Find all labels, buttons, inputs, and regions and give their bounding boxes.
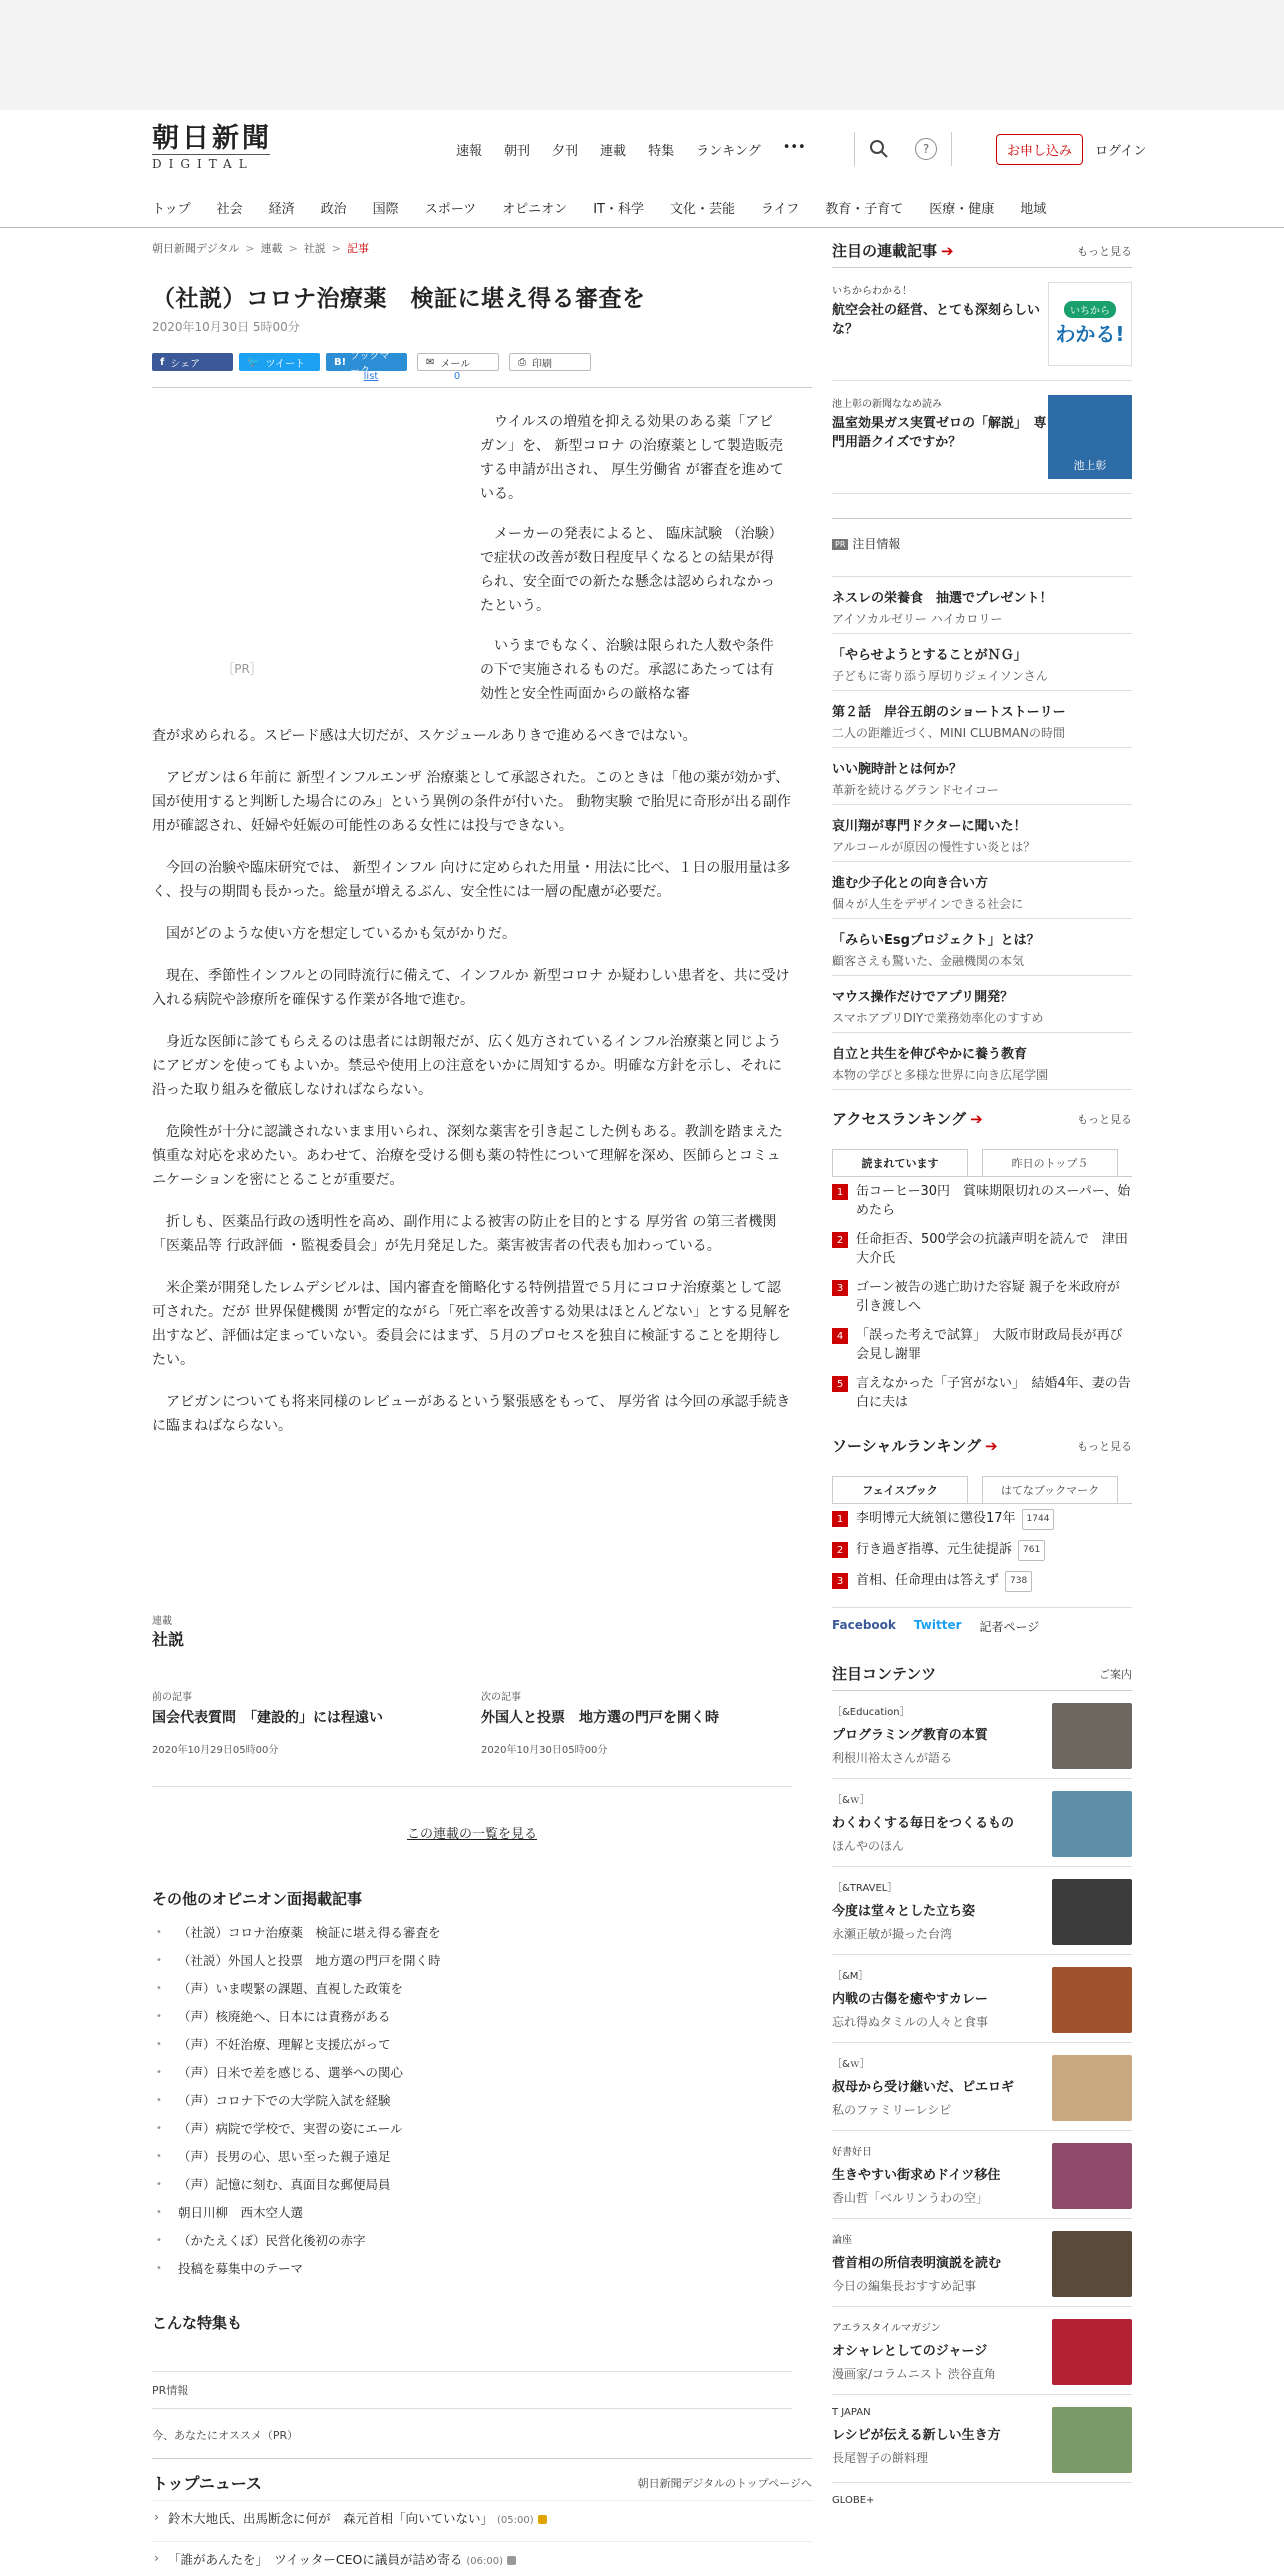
content-thumbnail: [1052, 1703, 1132, 1769]
mail-label: メール: [440, 358, 471, 370]
featured-kicker: 池上彰の新聞ななめ読み: [832, 399, 942, 410]
news-title: 「誰があんたを」 ツイッターCEOに議員が詰め寄る: [168, 2552, 463, 2567]
paragraph: 危険性が十分に認識されないまま用いられ、深刻な薬害を引き起こした例もある。教訓を踏まえた慎重な対応を求めたい。あわせて、治療を受ける側も薬の特性について理解を深め、医師らとコミュニケーションを密にとることが重要だ。: [152, 1124, 783, 1188]
tab-most-read[interactable]: 読まれています: [832, 1149, 968, 1176]
cat-education[interactable]: 教育・子育て: [825, 202, 904, 217]
content-item[interactable]: ［&ｗ］ 叔母から受け継いだ、ピエロギ 私のファミリーレシピ: [832, 2043, 1132, 2131]
tab-hatena[interactable]: はてなブックマーク: [982, 1476, 1118, 1503]
ikegami-thumbnail: 池上彰: [1048, 395, 1132, 479]
other-opinion-articles: [152, 1888, 792, 2283]
prev-title: 国会代表質問 「建設的」には程遠い: [152, 1710, 383, 1726]
print-button[interactable]: [509, 353, 591, 371]
nav-ranking[interactable]: ランキング: [696, 144, 761, 159]
news-time: (06:00): [466, 2556, 503, 2567]
article-body: [152, 724, 792, 1456]
divider: [951, 132, 952, 166]
nav-chokan[interactable]: 朝刊: [504, 144, 531, 159]
content-thumbnail: [1052, 2055, 1132, 2121]
share-count: 1744: [1022, 1509, 1055, 1530]
sidebar: [832, 240, 1132, 2513]
topnews-home-link[interactable]: 朝日新聞デジタルのトップページへ: [637, 2477, 812, 2490]
list-item[interactable]: • （声）日米で差を感じる、選挙への関心: [152, 2059, 792, 2087]
cat-politics[interactable]: 政治: [320, 202, 347, 217]
pr-badge: PR: [832, 539, 848, 550]
social-item[interactable]: 2 行き過ぎ指導、元生徒提訴 761: [832, 1535, 1132, 1566]
list-item[interactable]: • 投稿を募集中のテーマ: [152, 2255, 792, 2283]
featured-header: [832, 240, 1132, 268]
content-item[interactable]: 好書好日 生きやすい街求めドイツ移住 香山哲「ベルリンうわの空」: [832, 2131, 1132, 2219]
cat-it-science[interactable]: IT・科学: [593, 202, 644, 217]
mail-button[interactable]: [417, 353, 499, 371]
tab-facebook[interactable]: フェイスブック: [832, 1476, 968, 1503]
paragraph: 米企業が開発したレムデシビルは、国内審査を簡略化する特例措置で５月にコロナ治療薬として認可された。だが 世界保健機関 が暫定的ながら「死亡率を改善する効果はほとんどない」とする見解を出すなど、評価は定まっていない。委員会にはまず、５月のプロセスを独自に検証することを期待したい。: [152, 1280, 791, 1368]
content-item[interactable]: ［&M］ 内戦の古傷を癒やすカレー 忘れ得ぬタミルの人々と食事: [832, 1955, 1132, 2043]
paragraph: ウイルスの増殖を抑える効果のある薬「アビガン」を、 新型コロナ の治療薬として製造販売する申請が出され、 厚生労働省 が審査を進めている。: [480, 414, 784, 502]
tab-yesterday-top5[interactable]: 昨日のトップ５: [982, 1149, 1118, 1176]
category-nav: [152, 198, 1072, 217]
crumb-rensai[interactable]: 連載: [260, 242, 283, 255]
content-item[interactable]: T JAPAN レシピが伝える新しい生き方 長尾智子の餅料理: [832, 2395, 1132, 2483]
print-icon: ⎙: [518, 356, 526, 368]
series-kicker: 連載: [152, 1616, 172, 1627]
ranking-item[interactable]: 1 缶コーヒー30円 賞味期限切れのスーパー、始めたら: [832, 1177, 1132, 1225]
news-item[interactable]: [152, 2500, 812, 2535]
social-title[interactable]: ソーシャルランキング ➔: [832, 1437, 998, 1455]
nav-sokuho[interactable]: 速報: [456, 144, 483, 159]
top-news: [152, 2458, 812, 2568]
attention-title: 注目コンテンツ: [832, 1665, 937, 1683]
help-icon[interactable]: ?: [915, 138, 937, 160]
pr-item[interactable]: 自立と共生を伸びやかに養う教育 本物の学びと多様な世界に向き広尾学園: [832, 1033, 1132, 1090]
pr-item[interactable]: 進む少子化との向き合い方 個々が人生をデザインできる社会に: [832, 862, 1132, 919]
share-count: 738: [1005, 1571, 1032, 1592]
paragraph: 現在、季節性インフルとの同時流行に備えて、インフルか 新型コロナ か疑わしい患者を、共に受け入れる病院や診療所を確保する作業が各地で進む。: [152, 968, 790, 1008]
crumb-current: 記事: [347, 242, 369, 255]
nav-rensai[interactable]: 連載: [600, 144, 627, 159]
arrow-right-icon: ➔: [970, 1110, 983, 1128]
cat-life[interactable]: ライフ: [760, 202, 800, 217]
other-title: その他のオピニオン面掲載記事: [152, 1890, 363, 1908]
access-title[interactable]: アクセスランキング ➔: [832, 1110, 983, 1128]
search-icon[interactable]: [869, 139, 889, 159]
header-tools: [840, 132, 1146, 166]
news-title: 鈴木大地氏、出馬断念に何が 森元首相「向いていない」: [168, 2511, 494, 2526]
more-menu-icon[interactable]: •••: [782, 140, 806, 155]
content-item[interactable]: ［&Education］ プログラミング教育の本質 利根川裕太さんが語る: [832, 1691, 1132, 1779]
article-body-top: [480, 410, 784, 706]
paragraph: アビガンは６年前に 新型インフルエンザ 治療薬として承認された。このときは「他の薬が効かず、国が使用すると判断した場合にのみ」という異例の条件が付いた。 動物実験 で胎児に奇形が出る副作用が確認され、妊婦や妊娠の可能性のある女性には投与できない。: [152, 770, 791, 834]
list-item[interactable]: • （声）病院で学校で、実習の姿にエール: [152, 2115, 792, 2143]
list-item[interactable]: • （社説）外国人と投票 地方選の門戸を開く時: [152, 1947, 792, 1975]
cat-culture[interactable]: 文化・芸能: [669, 202, 735, 217]
next-label: 次の記事: [481, 1692, 521, 1703]
subscribe-button[interactable]: お申し込み: [996, 134, 1083, 165]
list-item[interactable]: • （声）核廃絶へ、日本には責務がある: [152, 2003, 792, 2031]
special-title: こんな特集も: [152, 2314, 243, 2332]
lock-icon: [507, 2556, 516, 2565]
logo-sub: DIGITAL: [152, 154, 270, 171]
more-link[interactable]: もっと見る: [1077, 1439, 1132, 1453]
pr-item[interactable]: ネスレの栄養食 抽選でプレゼント！ アイソカルゼリー ハイカロリー: [832, 577, 1132, 634]
next-date: 2020年10月30日05時00分: [481, 1745, 608, 1756]
featured-kicker: いちからわかる！: [832, 286, 912, 297]
arrow-right-icon: ➔: [941, 242, 954, 260]
tw-label: ツイート: [265, 358, 305, 370]
paragraph: 今回の治験や臨床研究では、 新型インフル 向けに定められた用量・用法に比べ、１日の服用量は多く、投与の期間も長かった。総量が増えるぶん、安全性には一層の配慮が必要だ。: [152, 860, 791, 900]
paragraph: アビガンについても将来同様のレビューがあるという緊張感をもって、 厚労省 は今回の承認手続きに臨まねばならない。: [152, 1394, 791, 1434]
list-item[interactable]: • （声）いま喫緊の課題、直視した政策を: [152, 1975, 792, 2003]
wakaru-thumbnail: いちから わかる!: [1048, 282, 1132, 366]
guide-link[interactable]: ご案内: [1099, 1667, 1132, 1681]
lock-icon: [538, 2515, 547, 2524]
divider: [152, 1786, 792, 1787]
pr-item[interactable]: 「みらいEsgプロジェクト」とは？ 顧客さえも驚いた、金融機関の本気: [832, 919, 1132, 976]
cat-international[interactable]: 国際: [372, 202, 399, 217]
cat-economy[interactable]: 経済: [268, 202, 295, 217]
cat-health[interactable]: 医療・健康: [929, 202, 995, 217]
cat-region[interactable]: 地域: [1020, 202, 1047, 217]
cat-top[interactable]: トップ: [152, 202, 191, 217]
nav-tokushu[interactable]: 特集: [648, 144, 675, 159]
twitter-count[interactable]: list: [363, 371, 379, 382]
list-item[interactable]: • （声）不妊治療、理解と支援広がって: [152, 2031, 792, 2059]
featured-title[interactable]: 注目の連載記事 ➔: [832, 242, 954, 260]
featured-headline: 温室効果ガス実質ゼロの「解説」 専門用語クイズですか？: [832, 416, 1047, 450]
list-item[interactable]: • （声）長男の心、思い至った親子遠足: [152, 2143, 792, 2171]
access-ranking: [832, 1108, 1132, 1417]
crumb-shasetsu[interactable]: 社説: [303, 242, 326, 255]
paragraph: 身近な医師に診てもらえるのは患者には朗報だが、広く処方されているインフル治療薬と同じようにアビガンを使ってもよいか。禁忌や使用上の注意をいかに周知するか。明確な方針を示し、それに沿った取り組みを徹底しなければならない。: [152, 1034, 782, 1098]
pr-ad-label: ［PR］: [222, 662, 262, 676]
fb-label: シェア: [170, 358, 201, 370]
list-item[interactable]: • （声）記憶に刻む、真面目な郵便局員: [152, 2171, 792, 2199]
content-item[interactable]: アエラスタイルマガジン オシャレとしてのジャージ 漫画家/コラムニスト 渋谷直角: [832, 2307, 1132, 2395]
twitter-link[interactable]: Twitter: [913, 1618, 962, 1632]
divider: [152, 387, 812, 388]
series-nav: [152, 1612, 792, 1842]
hb-label: ブックマーク: [350, 351, 390, 377]
news-item[interactable]: [152, 2541, 812, 2568]
content-thumbnail: [1052, 2143, 1132, 2209]
crumb-home[interactable]: 朝日新聞デジタル: [152, 242, 240, 255]
news-time: (05:00): [497, 2515, 534, 2526]
content-thumbnail: [1052, 2407, 1132, 2473]
share-counts: [152, 371, 812, 385]
content-item[interactable]: GLOBE+: [832, 2495, 875, 2506]
prev-label: 前の記事: [152, 1692, 192, 1703]
recommend-pr: 今、あなたにオススメ（PR）: [152, 2408, 792, 2461]
featured-headline: 航空会社の経営、とても深刻らしいな？: [832, 303, 1041, 337]
content-thumbnail: [1052, 1967, 1132, 2033]
cat-sports[interactable]: スポーツ: [424, 202, 477, 217]
reporter-page-link[interactable]: 記者ページ: [979, 1620, 1040, 1634]
next-article[interactable]: [481, 1688, 792, 1756]
pr-info: PR情報: [152, 2371, 792, 2408]
divider: [854, 132, 855, 166]
more-link[interactable]: もっと見る: [1077, 244, 1132, 258]
ranking-item[interactable]: 5 言えなかった「子宮がない」 結婚4年、妻の告白に夫は: [832, 1369, 1132, 1417]
pr-item[interactable]: いい腕時計とは何か？ 革新を続けるグランドセイコー: [832, 748, 1132, 805]
more-link[interactable]: もっと見る: [1077, 1112, 1132, 1126]
paragraph: メーカーの発表によると、 臨床試験 （治験）で症状の改善が数日程度早くなるとの結果が得られ、安全面での新たな懸念は認められなかったという。: [480, 526, 783, 614]
content-item[interactable]: ［&TRAVEL］ 今度は堂々とした立ち姿 永瀬正敏が撮った台湾: [832, 1867, 1132, 1955]
list-item[interactable]: • 朝日川柳 西木空人選: [152, 2199, 792, 2227]
content-thumbnail: [1052, 1879, 1132, 1945]
featured-item[interactable]: [832, 268, 1132, 381]
list-item[interactable]: • （かたえくぼ）民営化後初の赤字: [152, 2227, 792, 2255]
logo-main: 朝日新聞: [152, 123, 272, 154]
social-ranking: [832, 1435, 1132, 1635]
prev-article[interactable]: [152, 1688, 463, 1756]
special-features: [152, 2312, 792, 2461]
prev-date: 2020年10月29日05時00分: [152, 1745, 279, 1756]
pr-heading: 注目情報: [852, 537, 901, 551]
cat-opinion[interactable]: オピニオン: [502, 202, 568, 217]
series-title[interactable]: 社説: [152, 1630, 185, 1649]
featured-item[interactable]: [832, 381, 1132, 494]
facebook-icon: f: [160, 356, 165, 368]
social-links: [832, 1607, 1132, 1635]
cat-society[interactable]: 社会: [216, 202, 243, 217]
next-title: 外国人と投票 地方選の門戸を開く時: [481, 1710, 719, 1726]
paragraph: 折しも、医薬品行政の透明性を高め、副作用による被害の防止を目的とする 厚労省 の第三者機関「医薬品等 行政評価 ・監視委員会」が先月発足した。薬害被害者の代表も加わっている。: [152, 1214, 777, 1254]
nav-yukan[interactable]: 夕刊: [552, 144, 579, 159]
login-link[interactable]: ログイン: [1095, 143, 1147, 159]
site-header: [0, 110, 1284, 228]
article-date: 2020年10月30日 5時00分: [152, 320, 300, 334]
content-thumbnail: [1052, 2231, 1132, 2297]
print-label: 印刷: [532, 358, 552, 370]
share-count: 761: [1018, 1540, 1045, 1561]
ranking-item[interactable]: 4 「誤った考えで試算」 大阪市財政局長が再び会見し謝罪: [832, 1321, 1132, 1369]
ranking-item[interactable]: 2 任命拒否、500学会の抗議声明を読んで 津田大介氏: [832, 1225, 1132, 1273]
breadcrumb: 朝日新聞デジタル > 連載 > 社説 > 記事: [152, 242, 369, 255]
facebook-link[interactable]: Facebook: [832, 1618, 896, 1632]
mail-icon: ✉: [426, 356, 435, 368]
pr-item[interactable]: マウス操作だけでアプリ開発？ スマホアプリDIYで業務効率化のすすめ: [832, 976, 1132, 1033]
social-item[interactable]: 1 李明博元大統領に懲役17年 1744: [832, 1504, 1132, 1535]
content-item[interactable]: ［&ｗ］ わくわくする毎日をつくるもの ほんやのほん: [832, 1779, 1132, 1867]
paragraph: 国がどのような使い方を想定しているかも気がかりだ。: [166, 926, 516, 942]
main-column: [152, 240, 812, 2567]
pr-item[interactable]: 哀川翔が専門ドクターに聞いた！ アルコールが原因の慢性すい炎とは？: [832, 805, 1132, 862]
social-tabs: [832, 1476, 1132, 1504]
twitter-share-button[interactable]: [239, 353, 320, 371]
paragraph: いうまでもなく、治験は限られた人数や条件の下で実施されるものだ。承認にあたっては有効性と安全性両面からの厳格な審: [480, 638, 774, 702]
hatena-icon: B!: [334, 356, 347, 368]
attention-contents: [832, 1663, 1132, 2513]
prev-next: [152, 1688, 792, 1756]
list-item[interactable]: • （社説）コロナ治療薬 検証に堪え得る審査を: [152, 1919, 792, 1947]
pr-item[interactable]: 第２話 岸谷五朗のショートストーリー 二人の距離近づく、MINI CLUBMANの時間: [832, 691, 1132, 748]
top-nav: [456, 140, 828, 159]
ranking-tabs: [832, 1149, 1132, 1177]
article-title: （社説）コロナ治療薬 検証に堪え得る審査を: [152, 286, 646, 312]
topnews-title: トップニュース: [152, 2474, 262, 2493]
facebook-share-button[interactable]: [152, 353, 233, 371]
twitter-icon: 🐦: [247, 356, 260, 368]
social-item[interactable]: 3 首相、任命理由は答えず 738: [832, 1566, 1132, 1597]
pr-list: [832, 576, 1132, 1090]
paragraph: 査が求められる。スピード感は大切だが、スケジュールありきで進めるべきではない。: [152, 728, 697, 744]
content-thumbnail: [1052, 2319, 1132, 2385]
content-item[interactable]: 論座 菅首相の所信表明演説を読む 今日の編集長おすすめ記事: [832, 2219, 1132, 2307]
site-logo[interactable]: [152, 124, 280, 171]
ranking-item[interactable]: 3 ゴーン被告の逃亡助けた容疑 親子を米政府が引き渡しへ: [832, 1273, 1132, 1321]
hatena-count[interactable]: 0: [453, 371, 461, 382]
pr-item[interactable]: 「やらせようとすることがＮＧ」 子どもに寄り添う厚切りジェイソンさん: [832, 634, 1132, 691]
arrow-right-icon: ➔: [984, 1437, 998, 1455]
top-ad-banner: [0, 0, 1284, 110]
content-thumbnail: [1052, 1791, 1132, 1857]
list-item[interactable]: • （声）コロナ下での大学院入試を経験: [152, 2087, 792, 2115]
pr-section: [832, 518, 1132, 1090]
series-list-link[interactable]: この連載の一覧を見る: [406, 1827, 537, 1842]
